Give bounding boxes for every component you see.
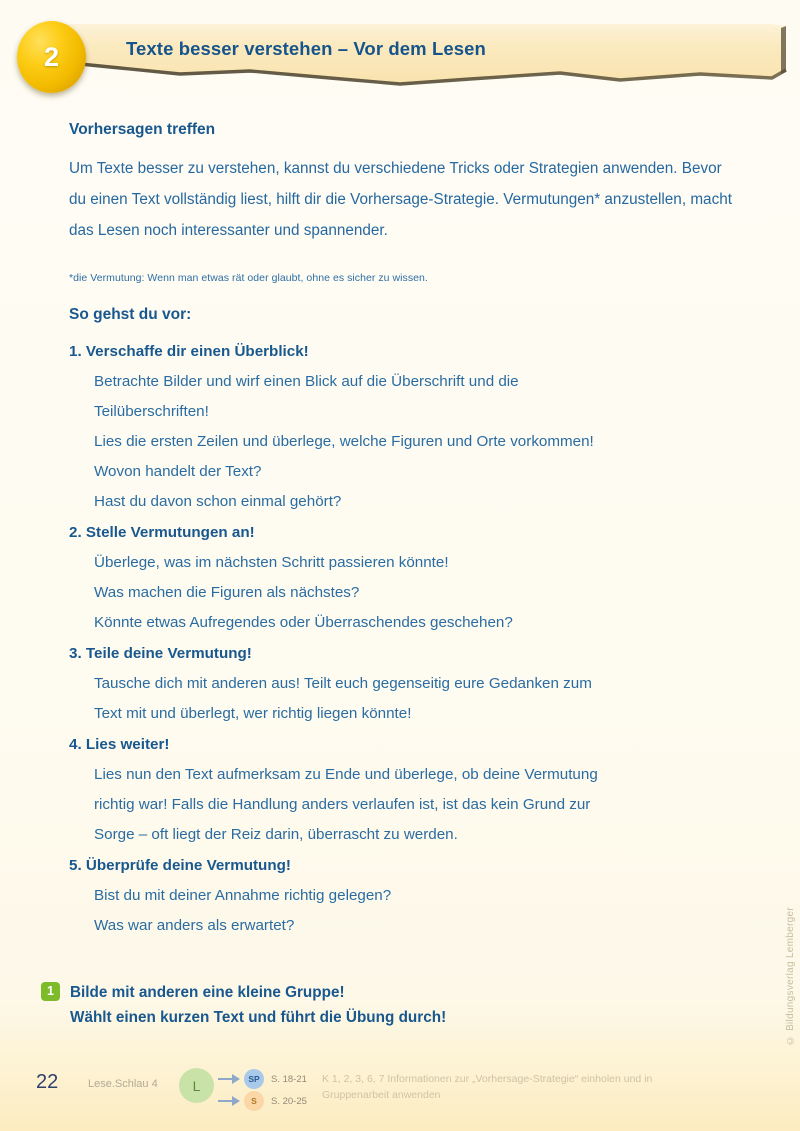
reference-pages-s: S. 20-25 bbox=[271, 1095, 307, 1107]
step-item bbox=[0, 638, 800, 729]
step-line: Lies nun den Text aufmerksam zu Ende und überlege, ob deine Vermutung bbox=[94, 766, 598, 783]
task-line-2: Wählt einen kurzen Text und führt die Übung durch! bbox=[70, 1009, 447, 1026]
step-line: Könnte etwas Aufregendes oder Überraschendes geschehen? bbox=[94, 614, 513, 631]
reference-badge-sp: SP bbox=[244, 1069, 264, 1089]
chapter-number-label: 2 bbox=[43, 41, 60, 72]
copyright-notice: © Bildungsverlag Lemberger bbox=[785, 906, 796, 1045]
step-line: Hast du davon schon einmal gehört? bbox=[94, 493, 342, 510]
step-title: 4. Lies weiter! bbox=[69, 736, 170, 753]
steps-list bbox=[0, 336, 800, 941]
step-line: Teilüberschriften! bbox=[94, 403, 209, 420]
step-line: Lies die ersten Zeilen und überlege, welche Figuren und Orte vorkommen! bbox=[94, 433, 594, 450]
step-title: 2. Stelle Vermutungen an! bbox=[69, 524, 255, 541]
step-line: Was machen die Figuren als nächstes? bbox=[94, 584, 360, 601]
step-item bbox=[0, 336, 800, 517]
step-line: Sorge – oft liegt der Reiz darin, überrascht zu werden. bbox=[94, 826, 458, 843]
step-line: Bist du mit deiner Annahme richtig gelegen? bbox=[94, 887, 392, 904]
howto-heading: So gehst du vor: bbox=[69, 306, 192, 323]
step-line: Tausche dich mit anderen aus! Teilt euch gegenseitig eure Gedanken zum bbox=[94, 675, 592, 692]
chapter-number-badge bbox=[17, 21, 86, 93]
step-title: 1. Verschaffe dir einen Überblick! bbox=[69, 343, 309, 360]
step-line: Wovon handelt der Text? bbox=[94, 463, 262, 480]
page-number: 22 bbox=[36, 1071, 59, 1093]
step-line: richtig war! Falls die Handlung anders verlaufen ist, ist das kein Grund zur bbox=[94, 796, 591, 813]
step-title: 5. Überprüfe deine Vermutung! bbox=[69, 857, 291, 874]
reference-badge-s: S bbox=[244, 1091, 264, 1111]
reference-row-s bbox=[218, 1091, 307, 1111]
footnote: *die Vermutung: Wenn man etwas rät oder glaubt, ohne es sicher zu wissen. bbox=[69, 272, 428, 284]
task-number-badge bbox=[41, 982, 60, 1001]
step-item bbox=[0, 729, 800, 850]
page-footer bbox=[0, 1053, 800, 1131]
reference-row-sp bbox=[218, 1069, 307, 1089]
task-line-1: Bilde mit anderen eine kleine Gruppe! bbox=[70, 984, 345, 1001]
step-line: Was war anders als erwartet? bbox=[94, 917, 295, 934]
banner-right-edge bbox=[781, 26, 786, 74]
step-title: 3. Teile deine Vermutung! bbox=[69, 645, 252, 662]
arrow-right-icon bbox=[218, 1096, 242, 1106]
step-item bbox=[0, 850, 800, 941]
step-line: Betrachte Bilder und wirf einen Blick auf die Überschrift und die bbox=[94, 373, 519, 390]
step-line: Text mit und überlegt, wer richtig liegen könnte! bbox=[94, 705, 412, 722]
page-header bbox=[0, 0, 800, 110]
level-badge bbox=[179, 1068, 214, 1103]
intro-paragraph: Um Texte besser zu verstehen, kannst du verschiedene Tricks oder Strategien anwenden. Bevor du einen Text vollständig liest, hilft dir die Vorhersage-Strategie. Vermutungen* anzustellen, macht das Lesen noch interessanter und spannender. bbox=[69, 160, 732, 239]
level-label: L bbox=[192, 1077, 201, 1094]
reference-pages-sp: S. 18-21 bbox=[271, 1073, 307, 1085]
step-line: Überlege, was im nächsten Schritt passieren könnte! bbox=[94, 554, 449, 571]
task-instructions bbox=[70, 980, 446, 1030]
page-title: Texte besser verstehen – Vor dem Lesen bbox=[126, 38, 486, 59]
intro-heading: Vorhersagen treffen bbox=[69, 121, 216, 138]
competency-note: K 1, 2, 3, 6, 7 Informationen zur „Vorhersage-Strategie“ einholen und in Gruppenarbeit anwenden bbox=[322, 1073, 653, 1101]
arrow-right-icon bbox=[218, 1074, 242, 1084]
step-item bbox=[0, 517, 800, 638]
series-name: Lese.Schlau 4 bbox=[88, 1078, 158, 1090]
task-number-label: 1 bbox=[47, 984, 54, 999]
